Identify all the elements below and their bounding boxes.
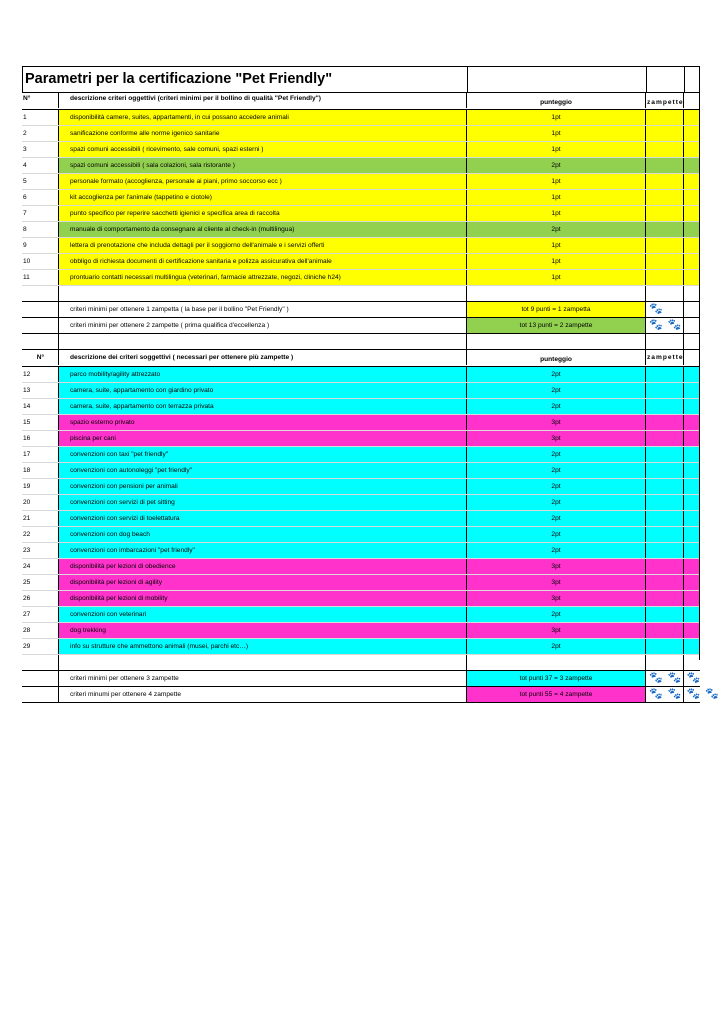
row-number: 22 — [23, 531, 31, 538]
header-points: punteggio — [466, 350, 645, 365]
table-row — [22, 543, 700, 559]
row-description: manuale di comportamento da consegnare al cliente al check-in (multilingua) — [58, 222, 466, 237]
row-extra-cell — [683, 639, 700, 654]
summary-row — [22, 686, 720, 703]
summary-number — [22, 302, 58, 317]
table-row — [22, 559, 700, 575]
section1-header — [22, 92, 700, 110]
table-row — [22, 383, 700, 399]
header-description: descrizione dei criteri soggettivi ( necessari per ottenere più zampette ) — [58, 350, 466, 365]
table-row — [22, 623, 700, 639]
row-number: 5 — [23, 178, 27, 185]
table-row — [22, 527, 700, 543]
row-extra-cell — [683, 415, 700, 430]
row-paws-cell — [645, 110, 683, 125]
row-description: convenzioni con autonoleggi "pet friendly" — [58, 463, 466, 478]
row-extra-cell — [683, 206, 700, 221]
row-description: spazi comuni accessibili ( ricevimento, sale comuni, spazi esterni ) — [58, 142, 466, 157]
row-description: convenzioni con taxi "pet friendly" — [58, 447, 466, 462]
row-description: camera, suite, appartamento con terrazza privata — [58, 399, 466, 414]
row-extra-cell — [683, 559, 700, 574]
row-paws-cell — [645, 591, 683, 606]
summary-number — [22, 671, 58, 686]
row-description: sanificazione conforme alle norme igenico sanitarie — [58, 126, 466, 141]
summary-extra — [683, 318, 700, 333]
row-description: disponibilità per lezioni di agility — [58, 575, 466, 590]
row-description: parco mobility/agility attrezzato — [58, 367, 466, 382]
row-paws-cell — [645, 575, 683, 590]
summary-extra — [683, 302, 700, 317]
row-extra-cell — [683, 383, 700, 398]
spacer-row — [22, 655, 700, 670]
summary-description: criteri minimi per ottenere 1 zampetta ( la base per il bollino "Pet Friendly" ) — [58, 302, 466, 317]
row-paws-cell — [645, 511, 683, 526]
row-description: convenzioni con servizi di pet sitting — [58, 495, 466, 510]
row-extra-cell — [683, 222, 700, 237]
row-description: info su strutture che ammettono animali (musei, parchi etc…) — [58, 639, 466, 654]
row-paws-cell — [645, 367, 683, 382]
row-points: 2pt — [466, 639, 645, 654]
row-points: 2pt — [466, 367, 645, 382]
table-row — [22, 190, 700, 206]
row-points: 2pt — [466, 222, 645, 237]
row-description: disponibilità camere, suites, appartamenti, in cui possano accedere animali — [58, 110, 466, 125]
page-title: Parametri per la certificazione "Pet Friendly" — [25, 71, 333, 87]
summary-row — [22, 317, 700, 334]
row-description: lettera di prenotazione che includa dettagli per il soggiorno dell'animale e i servizi offerti — [58, 238, 466, 253]
row-paws-cell — [645, 222, 683, 237]
certification-table — [22, 66, 720, 703]
row-description: spazi comuni accessibili ( sala colazioni, sala ristorante ) — [58, 158, 466, 173]
header-extra — [683, 350, 700, 365]
row-number: 24 — [23, 563, 31, 570]
row-number: 14 — [23, 403, 31, 410]
section2-rows — [22, 367, 700, 655]
row-extra-cell — [683, 463, 700, 478]
title-row — [22, 66, 700, 92]
row-extra-cell — [683, 270, 700, 285]
row-extra-cell — [683, 575, 700, 590]
row-points: 2pt — [466, 399, 645, 414]
row-extra-cell — [683, 623, 700, 638]
row-paws-cell — [645, 206, 683, 221]
section1-rows — [22, 110, 700, 286]
table-row — [22, 238, 700, 254]
row-number: 2 — [23, 130, 27, 137]
row-paws-cell — [645, 623, 683, 638]
header-description: descrizione criteri oggettivi (criteri minimi per il bollino di qualità "Pet Friendly") — [58, 93, 466, 108]
table-row — [22, 126, 700, 142]
table-row — [22, 270, 700, 286]
header-paws: zampette — [645, 350, 683, 365]
table-row — [22, 206, 700, 222]
summary-description: criteri minumi per ottenere 4 zampette — [58, 687, 466, 702]
row-extra-cell — [683, 399, 700, 414]
row-description: personale formato (accoglienza, personale ai piani, primo soccorso ecc ) — [58, 174, 466, 189]
row-number: 21 — [23, 515, 31, 522]
row-description: prontuario contatti necessari multilingua (veterinari, farmacie attrezzate, negozi, cliniche h24) — [58, 270, 466, 285]
table-row — [22, 367, 700, 383]
row-paws-cell — [645, 126, 683, 141]
row-paws-cell — [645, 463, 683, 478]
row-paws-cell — [645, 415, 683, 430]
row-extra-cell — [683, 479, 700, 494]
row-points: 2pt — [466, 495, 645, 510]
table-row — [22, 639, 700, 655]
row-number: 8 — [23, 226, 27, 233]
row-points: 1pt — [466, 254, 645, 269]
row-extra-cell — [683, 110, 700, 125]
spacer-row — [22, 334, 700, 349]
row-paws-cell — [645, 543, 683, 558]
summary-row — [22, 670, 700, 686]
row-description: camera, suite, appartamento con giardino privato — [58, 383, 466, 398]
paw-icon: 🐾 🐾 🐾 — [645, 671, 683, 686]
table-row — [22, 511, 700, 527]
table-row — [22, 463, 700, 479]
row-points: 3pt — [466, 623, 645, 638]
row-points: 1pt — [466, 238, 645, 253]
summary-extra — [683, 687, 700, 702]
row-extra-cell — [683, 495, 700, 510]
row-extra-cell — [683, 367, 700, 382]
row-points: 2pt — [466, 527, 645, 542]
row-paws-cell — [645, 431, 683, 446]
summary-points: tot 13 punti = 2 zampette — [466, 318, 645, 333]
row-number: 6 — [23, 194, 27, 201]
table-row — [22, 222, 700, 238]
row-points: 3pt — [466, 591, 645, 606]
paw-icon: 🐾 🐾 — [645, 318, 683, 333]
row-number: 28 — [23, 627, 31, 634]
table-row — [22, 174, 700, 190]
row-number: 4 — [23, 162, 27, 169]
row-description: kit accoglienza per l'animale (tappetino e ciotole) — [58, 190, 466, 205]
row-points: 1pt — [466, 270, 645, 285]
table-row — [22, 591, 700, 607]
row-paws-cell — [645, 190, 683, 205]
table-row — [22, 142, 700, 158]
row-points: 2pt — [466, 158, 645, 173]
row-number: 10 — [23, 258, 31, 265]
row-paws-cell — [645, 383, 683, 398]
spacer-row — [22, 286, 700, 301]
row-extra-cell — [683, 527, 700, 542]
header-num: N° — [36, 354, 45, 361]
table-row — [22, 254, 700, 270]
title-extra-cell — [684, 67, 701, 92]
row-number: 25 — [23, 579, 31, 586]
row-extra-cell — [683, 190, 700, 205]
summary-extra — [683, 671, 700, 686]
row-extra-cell — [683, 431, 700, 446]
row-number: 1 — [23, 114, 27, 121]
row-description: convenzioni con servizi di toelettatura — [58, 511, 466, 526]
row-paws-cell — [645, 174, 683, 189]
row-number: 11 — [23, 274, 30, 281]
paw-icon: 🐾 — [645, 302, 683, 317]
row-points: 3pt — [466, 431, 645, 446]
row-description: convenzioni con veterinari — [58, 607, 466, 622]
table-row — [22, 495, 700, 511]
row-points: 2pt — [466, 607, 645, 622]
row-number: 26 — [23, 595, 31, 602]
row-points: 3pt — [466, 575, 645, 590]
row-paws-cell — [645, 495, 683, 510]
row-points: 2pt — [466, 383, 645, 398]
row-paws-cell — [645, 270, 683, 285]
row-extra-cell — [683, 591, 700, 606]
row-description: disponibilità per lezioni di obedience — [58, 559, 466, 574]
row-description: convenzioni con pensioni per animali — [58, 479, 466, 494]
row-paws-cell — [645, 254, 683, 269]
row-points: 2pt — [466, 447, 645, 462]
title-points-cell — [467, 67, 646, 92]
table-row — [22, 447, 700, 463]
row-extra-cell — [683, 126, 700, 141]
header-points: punteggio — [466, 93, 645, 108]
row-extra-cell — [683, 158, 700, 173]
row-points: 2pt — [466, 463, 645, 478]
row-description: dog trekking — [58, 623, 466, 638]
header-extra — [683, 93, 700, 108]
row-paws-cell — [645, 527, 683, 542]
row-paws-cell — [645, 142, 683, 157]
row-paws-cell — [645, 399, 683, 414]
row-extra-cell — [683, 254, 700, 269]
row-description: punto specifico per reperire sacchetti igienici e specifica area di raccolta — [58, 206, 466, 221]
row-points: 1pt — [466, 110, 645, 125]
row-number: 17 — [23, 451, 31, 458]
summary-points: tot punti 55 = 4 zampette — [466, 687, 645, 702]
section2-summary — [22, 670, 720, 703]
row-number: 15 — [23, 419, 31, 426]
row-points: 2pt — [466, 543, 645, 558]
table-row — [22, 399, 700, 415]
summary-number — [22, 687, 58, 702]
row-description: convenzioni con dog beach — [58, 527, 466, 542]
row-extra-cell — [683, 238, 700, 253]
table-row — [22, 607, 700, 623]
row-number: 7 — [23, 210, 27, 217]
row-number: 19 — [23, 483, 31, 490]
row-paws-cell — [645, 447, 683, 462]
row-points: 1pt — [466, 142, 645, 157]
table-row — [22, 479, 700, 495]
summary-number — [22, 318, 58, 333]
paw-icon: 🐾 🐾 🐾 🐾 — [645, 687, 683, 702]
row-paws-cell — [645, 559, 683, 574]
row-number: 3 — [23, 146, 27, 153]
row-number: 20 — [23, 499, 31, 506]
row-extra-cell — [683, 142, 700, 157]
row-points: 1pt — [466, 206, 645, 221]
summary-description: criteri minimi per ottenere 2 zampette ( prima qualifica d'eccellenza ) — [58, 318, 466, 333]
row-number: 18 — [23, 467, 31, 474]
row-description: convenzioni con imbarcazioni "pet friendly" — [58, 543, 466, 558]
row-description: obbligo di richiesta documenti di certificazione sanitaria e polizza assicurativa dell'animale — [58, 254, 466, 269]
summary-description: criteri minimi per ottenere 3 zampette — [58, 671, 466, 686]
row-number: 9 — [23, 242, 27, 249]
row-number: 23 — [23, 547, 31, 554]
title-paws-cell — [646, 67, 684, 92]
header-paws: zampette — [645, 93, 683, 108]
row-points: 1pt — [466, 190, 645, 205]
row-number: 29 — [23, 643, 31, 650]
row-paws-cell — [645, 238, 683, 253]
row-description: disponibilità per lezioni di mobility — [58, 591, 466, 606]
row-paws-cell — [645, 639, 683, 654]
row-paws-cell — [645, 607, 683, 622]
row-extra-cell — [683, 511, 700, 526]
header-num: N° — [23, 95, 31, 102]
row-description: piscina per cani — [58, 431, 466, 446]
row-points: 1pt — [466, 126, 645, 141]
row-points: 2pt — [466, 511, 645, 526]
row-points: 3pt — [466, 559, 645, 574]
table-row — [22, 575, 700, 591]
row-extra-cell — [683, 607, 700, 622]
row-paws-cell — [645, 158, 683, 173]
row-points: 3pt — [466, 415, 645, 430]
row-points: 2pt — [466, 479, 645, 494]
row-extra-cell — [683, 174, 700, 189]
row-extra-cell — [683, 543, 700, 558]
table-row — [22, 431, 700, 447]
summary-points: tot punti 37 = 3 zampette — [466, 671, 645, 686]
row-number: 27 — [23, 611, 31, 618]
table-row — [22, 415, 700, 431]
row-number: 12 — [23, 371, 31, 378]
table-row — [22, 158, 700, 174]
row-number: 16 — [23, 435, 31, 442]
row-points: 1pt — [466, 174, 645, 189]
row-paws-cell — [645, 479, 683, 494]
section2-header — [22, 349, 700, 367]
row-extra-cell — [683, 447, 700, 462]
row-number: 13 — [23, 387, 31, 394]
summary-row — [22, 301, 700, 317]
row-description: spazio esterno privato — [58, 415, 466, 430]
section1-summary — [22, 301, 700, 334]
summary-points: tot 9 punti = 1 zampetta — [466, 302, 645, 317]
table-row — [22, 110, 700, 126]
